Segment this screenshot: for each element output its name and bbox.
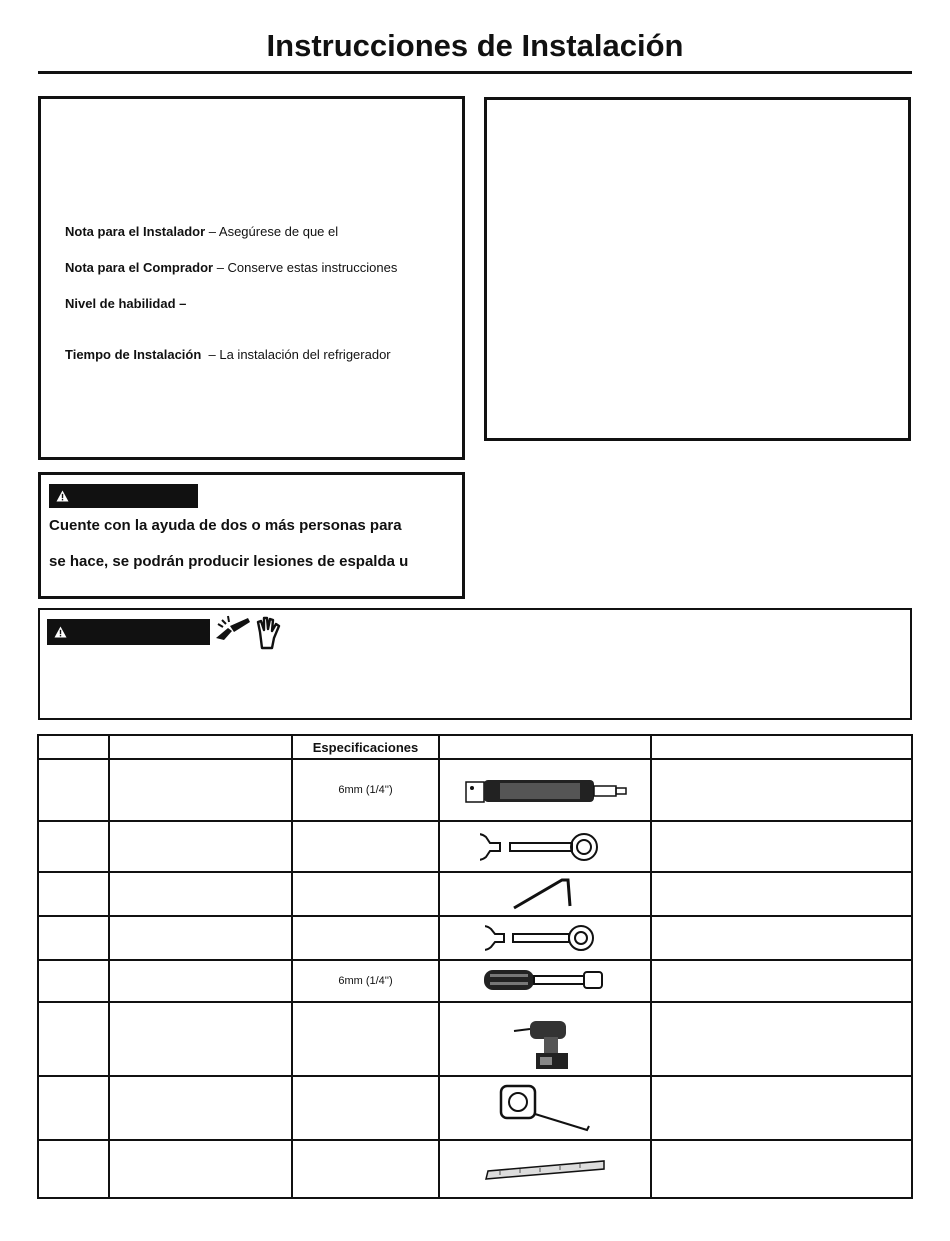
caution-text-line-2: se hace, se podrán producir lesiones de espalda u xyxy=(49,553,409,570)
install-time-text: – La instalación del refrigerador xyxy=(201,347,391,362)
warning-triangle-icon xyxy=(54,626,67,638)
table-cell xyxy=(651,1140,912,1198)
caution-text-line-1: Cuente con la ayuda de dos o más personas para xyxy=(49,517,402,534)
spec-cell: 6mm (1/4'') xyxy=(292,759,439,821)
tool-image-cell xyxy=(439,916,651,960)
installer-notes-box xyxy=(38,96,465,460)
table-cell xyxy=(651,960,912,1002)
spec-cell xyxy=(292,916,439,960)
table-cell xyxy=(651,759,912,821)
table-cell xyxy=(651,916,912,960)
tool-image-cell xyxy=(439,960,651,1002)
installer-note xyxy=(65,224,338,239)
spec-cell xyxy=(292,872,439,916)
screwdriver-icon xyxy=(480,964,610,998)
header-cell xyxy=(109,735,292,759)
install-time-label: Tiempo de Instalación xyxy=(65,347,202,362)
title-divider xyxy=(38,71,912,74)
spec-cell xyxy=(292,821,439,872)
table-row xyxy=(38,916,912,960)
tool-image-cell xyxy=(439,872,651,916)
table-cell xyxy=(109,1140,292,1198)
buyer-note xyxy=(65,260,397,275)
spec-cell xyxy=(292,1002,439,1076)
header-cell xyxy=(38,735,109,759)
table-row xyxy=(38,821,912,872)
cordless-drill-icon xyxy=(510,1005,580,1073)
hex-key-icon xyxy=(510,876,580,912)
protective-glove-icon xyxy=(258,618,279,648)
table-row xyxy=(38,759,912,821)
table-cell xyxy=(651,872,912,916)
table-row xyxy=(38,872,912,916)
table-row xyxy=(38,1076,912,1140)
table-cell xyxy=(38,1002,109,1076)
table-cell xyxy=(109,872,292,916)
table-cell xyxy=(38,1076,109,1140)
spec-cell: 6mm (1/4'') xyxy=(292,960,439,1002)
table-cell xyxy=(38,759,109,821)
combination-wrench-icon xyxy=(480,829,610,865)
hazard-icons xyxy=(214,614,284,650)
warning-tag xyxy=(47,619,210,645)
table-row xyxy=(38,1002,912,1076)
skill-level-note xyxy=(65,296,186,311)
table-cell xyxy=(651,1002,912,1076)
cut-hand-hazard-icon xyxy=(216,616,250,640)
spec-cell xyxy=(292,1076,439,1140)
table-cell xyxy=(38,960,109,1002)
table-cell xyxy=(109,960,292,1002)
combination-wrench-icon xyxy=(485,921,605,955)
tool-image-cell xyxy=(439,1002,651,1076)
skill-level-label: Nivel de habilidad – xyxy=(65,296,187,311)
tape-measure-icon xyxy=(495,1080,595,1136)
header-cell xyxy=(651,735,912,759)
table-cell xyxy=(38,916,109,960)
tools-table xyxy=(37,734,913,1199)
buyer-note-text: – Conserve estas instrucciones xyxy=(213,260,398,275)
nut-driver-icon xyxy=(460,770,630,810)
table-cell xyxy=(109,916,292,960)
table-cell xyxy=(109,1076,292,1140)
table-cell xyxy=(38,1140,109,1198)
warning-triangle-icon xyxy=(56,490,69,502)
buyer-note-label: Nota para el Comprador xyxy=(65,260,214,275)
page-title: Instrucciones de Instalación xyxy=(266,28,684,63)
table-cell xyxy=(38,821,109,872)
installer-note-label: Nota para el Instalador xyxy=(65,224,206,239)
spec-cell xyxy=(292,1140,439,1198)
table-cell xyxy=(109,759,292,821)
tool-image-cell xyxy=(439,1076,651,1140)
table-cell xyxy=(109,821,292,872)
installer-note-text: – Asegúrese de que el xyxy=(205,224,339,239)
table-row xyxy=(38,1140,912,1198)
table-cell xyxy=(38,872,109,916)
table-header-row xyxy=(38,735,912,759)
caution-tag xyxy=(49,484,198,508)
level-icon xyxy=(480,1151,610,1187)
blank-content-box xyxy=(484,97,911,441)
table-row xyxy=(38,960,912,1002)
tool-image-cell xyxy=(439,759,651,821)
install-time-note xyxy=(65,347,391,362)
table-cell xyxy=(651,1076,912,1140)
header-specifications: Especificaciones xyxy=(292,735,439,759)
tool-image-cell xyxy=(439,1140,651,1198)
header-cell xyxy=(439,735,651,759)
table-cell xyxy=(109,1002,292,1076)
table-cell xyxy=(651,821,912,872)
tool-image-cell xyxy=(439,821,651,872)
